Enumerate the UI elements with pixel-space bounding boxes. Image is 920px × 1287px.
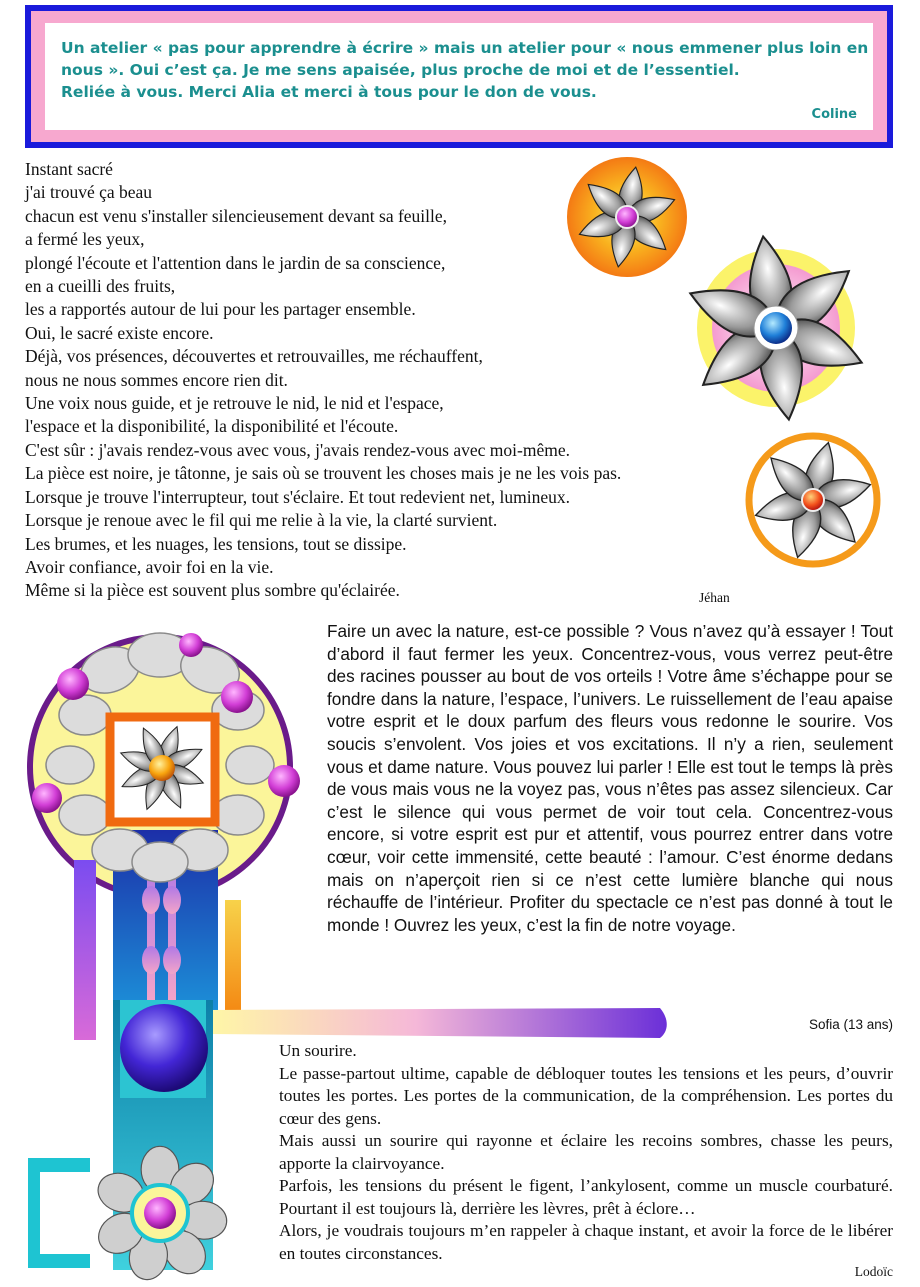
poem-line: a fermé les yeux, <box>25 229 145 250</box>
poem-line: Avoir confiance, avoir foi en la vie. <box>25 556 274 577</box>
sofia-author: Sofia (13 ans) <box>808 1017 893 1032</box>
poem-line: Lorsque je trouve l'interrupteur, tout s'éclaire. Et tout redevient net, lumineux. <box>25 486 571 507</box>
poem-line: C'est sûr : j'avais rendez-vous avec vous, j'avais rendez-vous avec moi-même. <box>25 439 570 460</box>
poem-line: Les brumes, et les nuages, les tensions, tout se dissipe. <box>25 533 407 554</box>
poem-line: nous ne nous sommes encore rien dit. <box>25 369 288 390</box>
lodoic-title: Un sourire. <box>279 1041 357 1060</box>
quote-line: nous ». Oui c’est ça. Je me sens apaisée, plus proche de moi et de l’essentiel. <box>61 61 740 79</box>
quote-author: Coline <box>811 107 857 122</box>
quote-box <box>45 23 873 130</box>
poem-line: Déjà, vos présences, découvertes et retrouvailles, me réchauffent, <box>25 346 483 367</box>
poem-line: Instant sacré <box>25 159 113 179</box>
poem-line: Lorsque je renoue avec le fil qui me relie à la vie, la clarté survient. <box>25 510 498 531</box>
quote-frame <box>25 5 893 148</box>
lodoic-text <box>279 1040 893 1265</box>
quote-text <box>61 37 871 103</box>
poem-line: Oui, le sacré existe encore. <box>25 322 214 343</box>
poem-line: j'ai trouvé ça beau <box>25 182 153 203</box>
poem-author: Jéhan <box>699 590 730 605</box>
poem-line: l'espace et la disponibilité, la disponibilité et l'écoute. <box>25 416 399 437</box>
poem <box>25 158 745 603</box>
lodoic-paragraph: Le passe-partout ultime, capable de débloquer toutes les tensions et les peurs, d’ouvrir toutes les portes. Les portes de la communication, de la compréhension. Les portes du cœur des gens. <box>279 1063 893 1128</box>
poem-line: La pièce est noire, je tâtonne, je sais où se trouvent les choses mais je ne les vois pas. <box>25 463 622 484</box>
poem-line: plongé l'écoute et l'attention dans le jardin de sa conscience, <box>25 252 446 273</box>
sofia-text: Faire un avec la nature, est-ce possible ? Vous n’avez qu’à essayer ! Tout d’abord il faut fermer les yeux. Concentrez-vous, vous verrez peut-être des racines pousser au bout de vos orteils ! Votre âme s’échappe pour se fondre dans la nature, l’espace, l’univers. Le ruissellement de l’eau apaise votre esprit et le doux parfum des fleurs vous redonne le sourire. Vos soucis s’envolent. Vos joies et vos excitations. Il n’y a rien, seulement vous et dame nature. Vous pouvez lui parler ! Elle est tout le temps là près de vous mais vous ne la voyez pas, vous n’êtes pas assez silencieux. Car c’est le silence qui vous permet de voir tout cela. Concentrez-vous encore, si votre esprit est pur et attentif, vous pourrez entrer dans votre cœur, voir cette immensité, cette beauté : l’amour. C’est énorme dedans mais on n’aperçoit rien si ce n’est cette lumière blanche qui nous réchauffe de l’intérieur. Profiter du spectacle ce n’est pas donné à tout le monde ! Ouvrez les yeux, c’est la fin de notre voyage. <box>327 621 893 935</box>
poem-line: Même si la pièce est souvent plus sombre qu'éclairée. <box>25 580 400 601</box>
poem-line: Une voix nous guide, et je retrouve le nid, le nid et l'espace, <box>25 393 444 414</box>
lodoic-paragraph: Alors, je voudrais toujours m’en rappeler à chaque instant, et avoir la force de le libérer en toutes circonstances. <box>279 1221 893 1263</box>
lodoic-author: Lodoïc <box>854 1264 893 1279</box>
quote-line: Reliée à vous. Merci Alia et merci à tous pour le don de vous. <box>61 83 597 101</box>
poem-line: les a rapportés autour de lui pour les partager ensemble. <box>25 299 416 320</box>
quote-line: Un atelier « pas pour apprendre à écrire » mais un atelier pour « nous emmener plus loin en <box>61 39 869 57</box>
lodoic-paragraph: Parfois, les tensions du présent le figent, l’ankylosent, comme un muscle courbaturé. Pourtant il est toujours là, derrière les lèvres, prêt à éclore… <box>279 1176 893 1218</box>
lodoic-paragraph: Mais aussi un sourire qui rayonne et éclaire les recoins sombres, chasse les peurs, apporte la clairvoyance. <box>279 1131 893 1173</box>
poem-line: chacun est venu s'installer silencieusement devant sa feuille, <box>25 205 448 226</box>
flower-orange-ring <box>742 428 885 573</box>
poem-line: en a cueilli des fruits, <box>25 276 176 297</box>
